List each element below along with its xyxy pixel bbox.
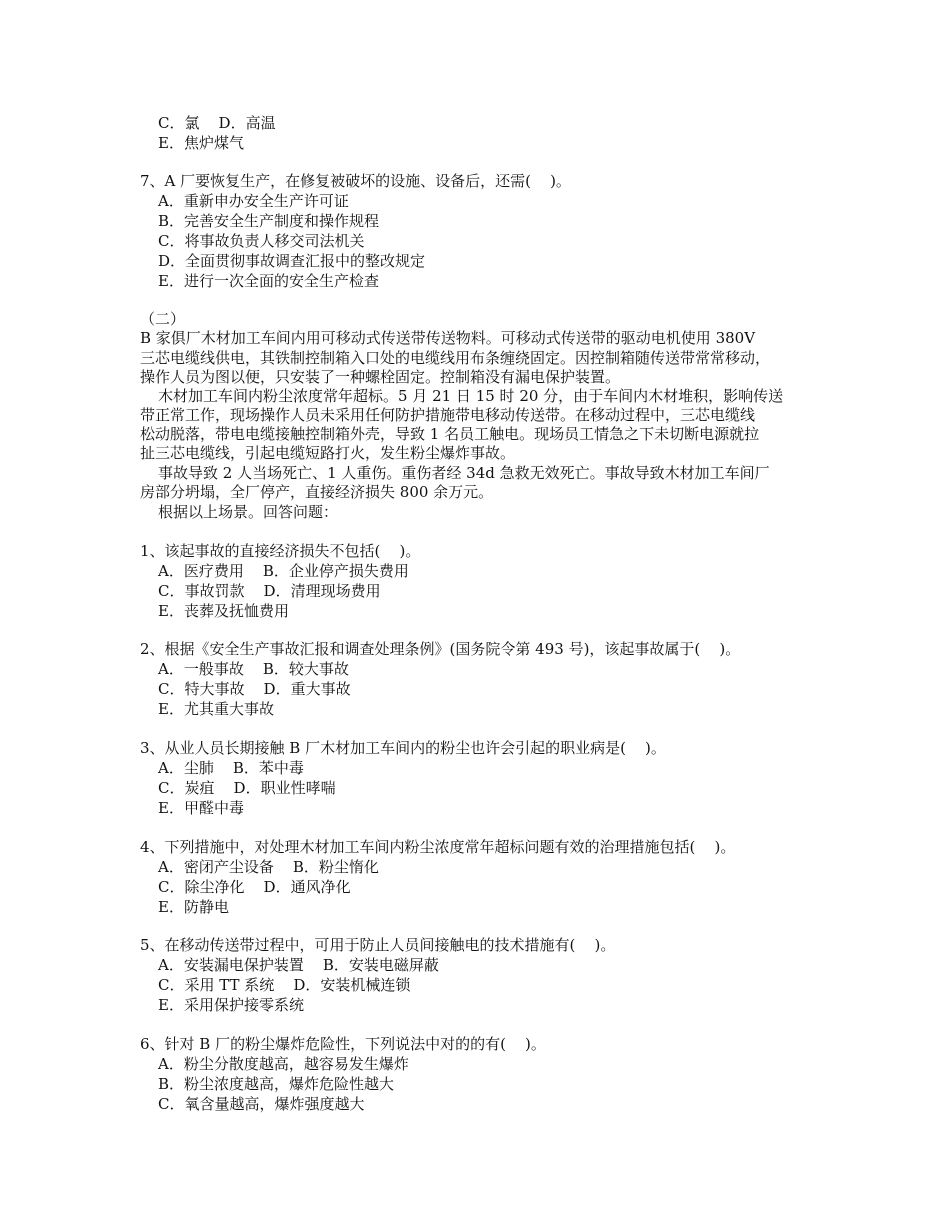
option-line: A．粉尘分散度越高，越容易发生爆炸 — [158, 1055, 409, 1073]
option-line: C．事故罚款 D．清理现场费用 — [158, 582, 381, 600]
option-line: C．氯 D．高温 — [158, 114, 276, 132]
scenario-text: 三芯电缆线供电，其铁制控制箱入口处的电缆线用布条缠绕固定。因控制箱随传送带常常移动， — [140, 349, 771, 367]
option-line: A．密闭产尘设备 B．粉尘惰化 — [158, 858, 379, 876]
option-line: E．焦炉煤气 — [158, 134, 244, 152]
scenario-text: 扯三芯电缆线，引起电缆短路打火，发生粉尘爆炸事故。 — [140, 444, 516, 462]
scenario-text: B 家俱厂木材加工车间内用可移动式传送带传送物料。可移动式传送带的驱动电机使用 380V — [140, 329, 756, 347]
option-line: E．甲醛中毒 — [158, 799, 244, 817]
question-5: 5、在移动传送带过程中，可用于防止人员间接触电的技术措施有( )。 — [140, 936, 616, 954]
question-1: 1、该起事故的直接经济损失不包括( )。 — [140, 542, 421, 560]
section-heading: （二） — [140, 310, 186, 328]
scenario-text: 事故导致 2 人当场死亡、1 人重伤。重伤者经 34d 急救无效死亡。事故导致木材加工车间厂 — [158, 464, 770, 482]
scenario-text: 房部分坍塌，全厂停产，直接经济损失 800 余万元。 — [140, 483, 494, 501]
option-line: E．尤其重大事故 — [158, 700, 274, 718]
question-2: 2、根据《安全生产事故汇报和调查处理条例》(国务院令第 493 号)，该起事故属于( )。 — [140, 640, 741, 658]
scenario-text: 带正常工作，现场操作人员未采用任何防护措施带电移动传送带。在移动过程中，三芯电缆线 — [140, 406, 756, 424]
option-line: E．防静电 — [158, 898, 229, 916]
option-line: A．重新申办安全生产许可证 — [158, 192, 349, 210]
option-line: C．将事故负责人移交司法机关 — [158, 232, 365, 250]
question-3: 3、从业人员长期接触 B 厂木材加工车间内的粉尘也许会引起的职业病是( )。 — [140, 739, 666, 757]
option-line: A．安装漏电保护装置 B．安装电磁屏蔽 — [158, 956, 439, 974]
option-line: E．采用保护接零系统 — [158, 996, 304, 1014]
option-line: C．氧含量越高，爆炸强度越大 — [158, 1095, 365, 1113]
option-line: A．尘肺 B．苯中毒 — [158, 759, 304, 777]
option-line: C．除尘净化 D．通风净化 — [158, 878, 351, 896]
option-line: D．全面贯彻事故调查汇报中的整改规定 — [158, 252, 426, 270]
option-line: A．医疗费用 B．企业停产损失费用 — [158, 562, 409, 580]
option-line: C．炭疽 D．职业性哮喘 — [158, 779, 336, 797]
question-6: 6、针对 B 厂的粉尘爆炸危险性，下列说法中对的的有( )。 — [140, 1035, 546, 1053]
option-line: B．完善安全生产制度和操作规程 — [158, 212, 380, 230]
question-7: 7、A 厂要恢复生产，在修复被破坏的设施、设备后，还需( )。 — [140, 172, 571, 190]
question-4: 4、下列措施中，对处理木材加工车间内粉尘浓度常年超标问题有效的治理措施包括( )。 — [140, 838, 736, 856]
scenario-text: 操作人员为图以便，只安装了一种螺栓固定。控制箱没有漏电保护装置。 — [140, 368, 621, 386]
option-line: A．一般事故 B．较大事故 — [158, 660, 349, 678]
option-line: E．丧葬及抚恤费用 — [158, 602, 289, 620]
scenario-text: 根据以上场景。回答问题： — [158, 503, 339, 521]
option-line: B．粉尘浓度越高，爆炸危险性越大 — [158, 1075, 395, 1093]
option-line: C．特大事故 D．重大事故 — [158, 680, 351, 698]
scenario-text: 木材加工车间内粉尘浓度常年超标。5 月 21 日 15 时 20 分，由于车间内木材堆积，影响传送 — [158, 387, 784, 405]
option-line: E．进行一次全面的安全生产检查 — [158, 272, 379, 290]
option-line: C．采用 TT 系统 D．安装机械连锁 — [158, 976, 411, 994]
scenario-text: 松动脱落，带电电缆接触控制箱外壳，导致 1 名员工触电。现场员工情急之下未切断电源就拉 — [140, 425, 760, 443]
